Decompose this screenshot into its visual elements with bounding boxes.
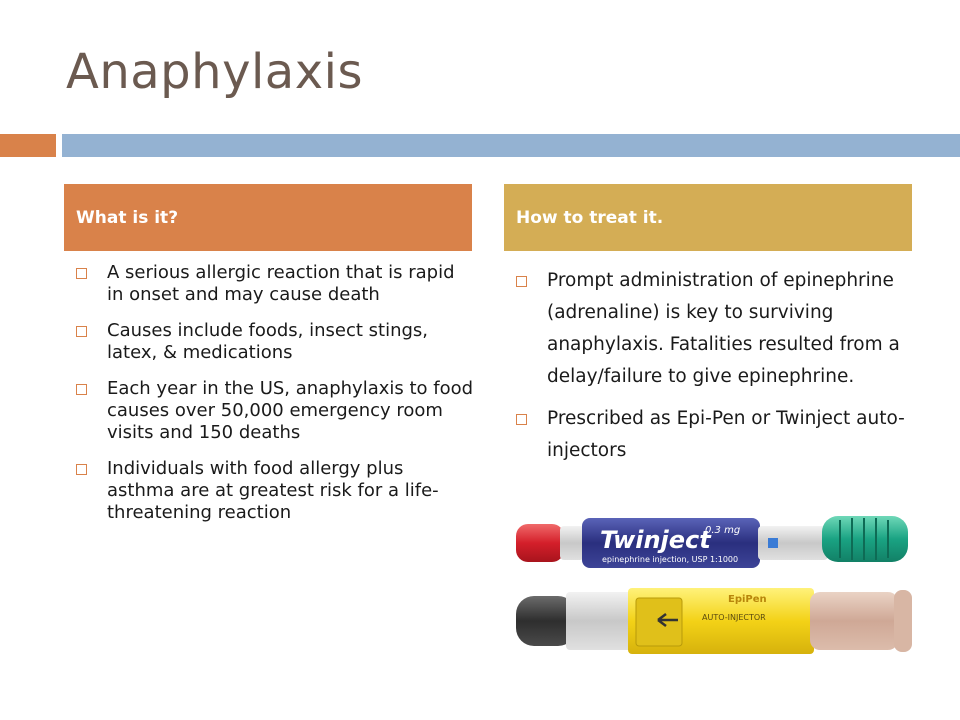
bullet-text: Prescribed as Epi-Pen or Twinject auto-injectors <box>547 408 905 461</box>
bullet-text: Causes include foods, insect stings, latex, & medications <box>107 320 429 363</box>
square-bullet-icon <box>516 276 527 287</box>
bullet-text: A serious allergic reaction that is rapid in onset and may cause death <box>107 262 455 305</box>
header-how-to-treat-label: How to treat it. <box>516 207 664 228</box>
twinject-sub-text: epinephrine injection, USP 1:1000 <box>602 555 739 564</box>
left-bullet-list <box>76 262 476 538</box>
square-bullet-icon <box>76 464 87 475</box>
square-bullet-icon <box>516 414 527 425</box>
list-item <box>516 403 916 467</box>
twinject-device <box>516 516 908 568</box>
title-rule-accent <box>0 134 56 157</box>
epipen-brand-text: EpiPen <box>728 594 767 605</box>
twinject-dose-text: 0.3 mg <box>705 525 741 536</box>
bullet-text: Each year in the US, anaphylaxis to food causes over 50,000 emergency room visits and 150 deaths <box>107 378 474 443</box>
right-bullet-list <box>516 265 916 477</box>
square-bullet-icon <box>76 326 87 337</box>
list-item <box>76 320 476 364</box>
epipen-sub-text: AUTO-INJECTOR <box>702 613 766 622</box>
twinject-brand-text: Twinject <box>600 526 711 554</box>
square-bullet-icon <box>76 384 87 395</box>
auto-injector-photo <box>510 508 918 658</box>
header-how-to-treat <box>504 184 912 251</box>
list-item <box>76 262 476 306</box>
square-bullet-icon <box>76 268 87 279</box>
epipen-device <box>516 588 912 654</box>
header-what-is-it-label: What is it? <box>76 207 179 228</box>
title-rule-bar <box>62 134 960 157</box>
bullet-text: Prompt administration of epinephrine (adrenaline) is key to surviving anaphylaxis. Fatalities resulted from a delay/failure to give epinephrine. <box>547 270 900 387</box>
bullet-text: Individuals with food allergy plus asthma are at greatest risk for a life-threatening reaction <box>107 458 439 523</box>
slide-title: Anaphylaxis <box>66 44 363 100</box>
list-item <box>76 378 476 444</box>
header-what-is-it <box>64 184 472 251</box>
list-item <box>516 265 916 393</box>
list-item <box>76 458 476 524</box>
